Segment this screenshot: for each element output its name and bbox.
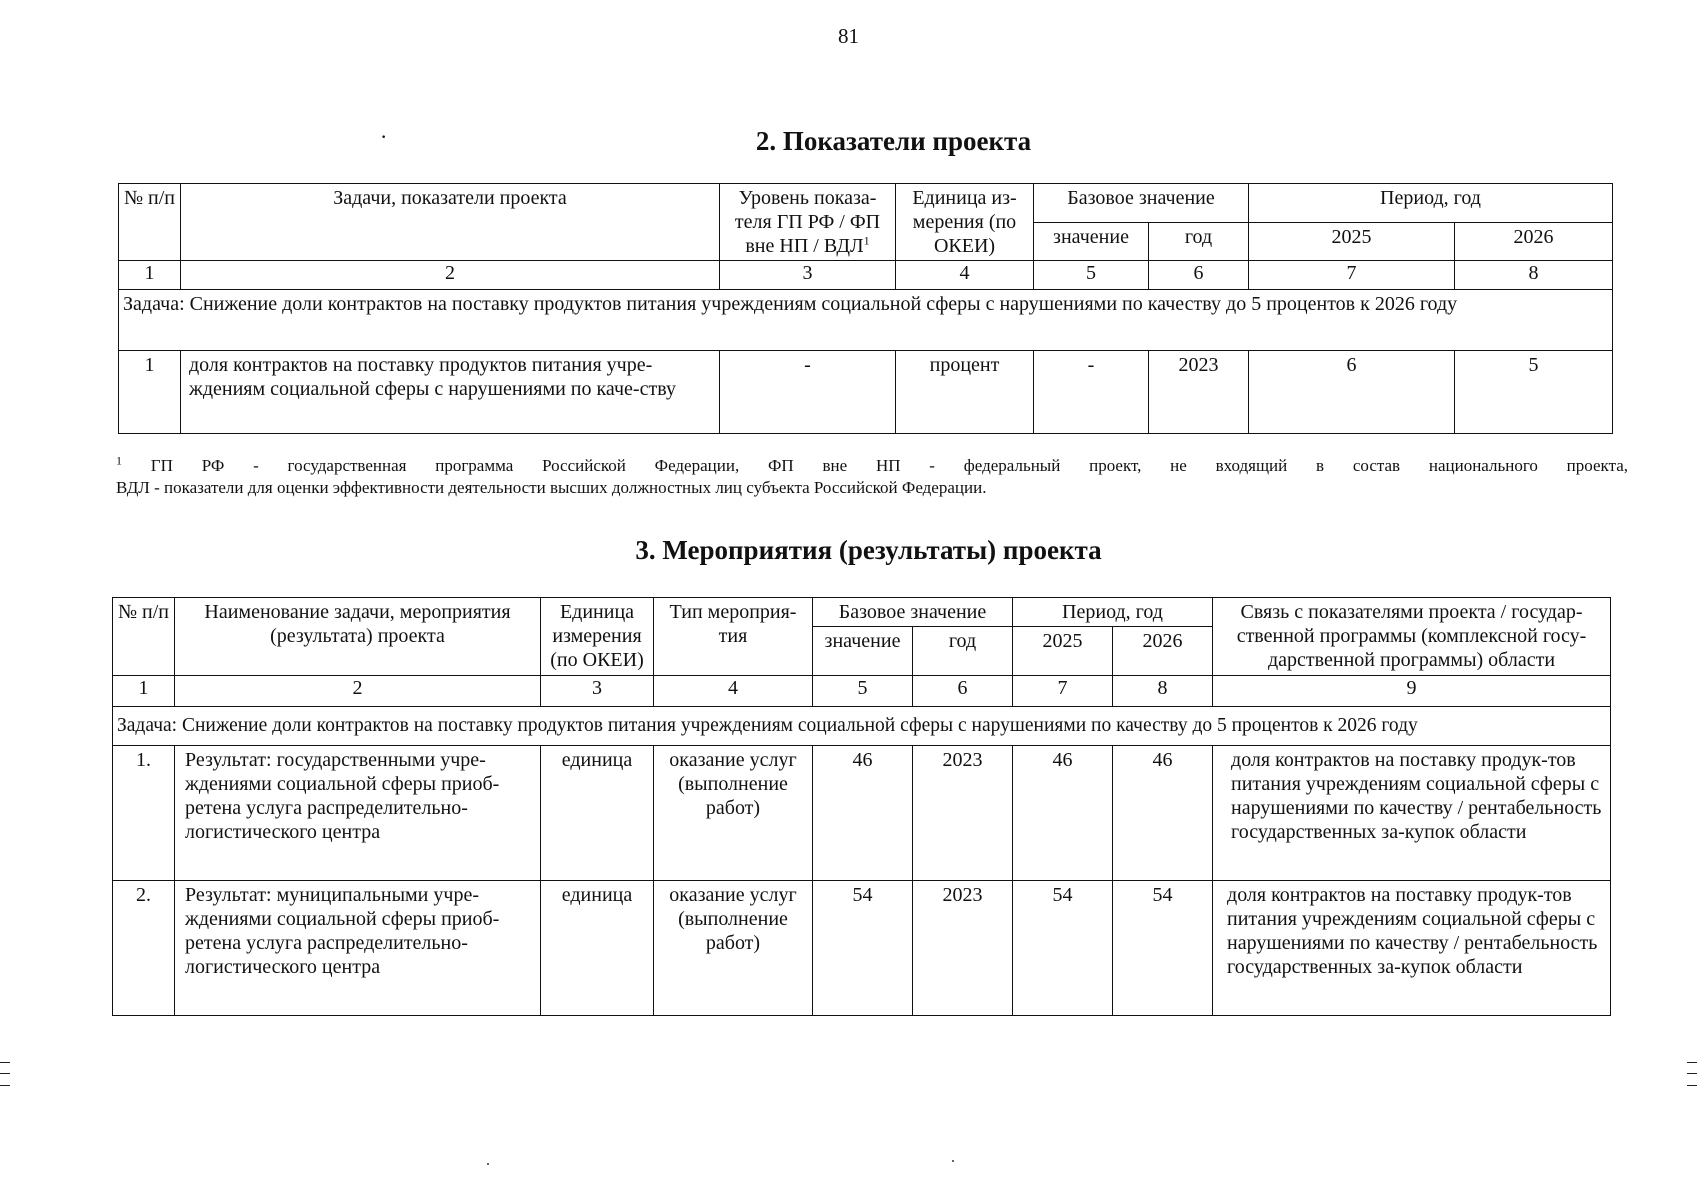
header-base-value: значение [813, 627, 913, 676]
row-base-year: 2023 [913, 881, 1013, 1016]
section-title-activities: 3. Мероприятия (результаты) проекта [635, 535, 1102, 565]
table-row [119, 351, 1613, 434]
header-period: Период, год [1013, 598, 1213, 627]
col-number: 4 [896, 261, 1034, 290]
row-num: 1 [119, 351, 181, 434]
row-unit: единица [541, 881, 654, 1016]
row-num: 1. [113, 746, 175, 881]
row-2026: 54 [1113, 881, 1213, 1016]
col-number: 2 [181, 261, 720, 290]
row-base-year: 2023 [1149, 351, 1249, 434]
footnote-mark: 1 [116, 453, 122, 468]
activities-table [112, 597, 1611, 1016]
row-2025: 6 [1249, 351, 1455, 434]
col-number: 5 [1034, 261, 1149, 290]
footnote-text-1: ГП РФ - государственная программа Российской Федерации, ФП вне НП - федеральный проект, не входящий в состав национального проекта, [150, 456, 1628, 475]
task-row: Задача: Снижение доли контрактов на поставку продуктов питания учреждениям социальной сферы с нарушениями по качеству до 5 процентов к 2026 году [119, 290, 1613, 351]
scan-speck [952, 1160, 954, 1162]
column-numbers-row [119, 261, 1613, 290]
row-name: Результат: муниципальными учре-ждениями социальной сферы приоб-ретена услуга распределительно-логистического центра [175, 881, 541, 1016]
row-2026: 46 [1113, 746, 1213, 881]
row-2025: 46 [1013, 746, 1113, 881]
col-number: 2 [175, 676, 541, 707]
page-number: 81 [838, 24, 859, 48]
header-tasks: Задачи, показатели проекта [181, 184, 720, 261]
row-level: - [720, 351, 896, 434]
indicators-table [118, 183, 1613, 434]
scan-speck: · [380, 124, 388, 149]
col-number: 3 [541, 676, 654, 707]
header-2026: 2026 [1455, 222, 1613, 261]
col-number: 5 [813, 676, 913, 707]
row-name: доля контрактов на поставку продуктов питания учре-ждениям социальной сферы с нарушениями по каче-ству [181, 351, 720, 434]
col-number: 8 [1113, 676, 1213, 707]
header-link: Связь с показателями проекта / государ-ственной программы (комплексной госу-дарственной программы) области [1213, 598, 1611, 676]
header-base-year: год [913, 627, 1013, 676]
header-base-value: значение [1034, 222, 1149, 261]
row-2026: 5 [1455, 351, 1613, 434]
col-number: 6 [1149, 261, 1249, 290]
footnote [116, 455, 1628, 499]
table-row [113, 881, 1611, 1016]
row-2025: 54 [1013, 881, 1113, 1016]
row-unit: процент [896, 351, 1034, 434]
col-number: 7 [1249, 261, 1455, 290]
header-name: Наименование задачи, мероприятия (результата) проекта [175, 598, 541, 676]
row-name: Результат: государственными учре-ждениями социальной сферы приоб-ретена услуга распределительно-логистического центра [175, 746, 541, 881]
row-type: оказание услуг (выполнение работ) [654, 881, 813, 1016]
header-2026: 2026 [1113, 627, 1213, 676]
header-num: № п/п [119, 184, 181, 261]
header-num: № п/п [113, 598, 175, 676]
header-period: Период, год [1249, 184, 1613, 223]
scan-speck [487, 1163, 489, 1165]
footnote-line-1 [116, 455, 1628, 477]
scan-edge-mark [1687, 1062, 1697, 1086]
header-level [720, 184, 896, 261]
header-unit: Единица из-мерения (по ОКЕИ) [896, 184, 1034, 261]
scan-edge-mark [0, 1062, 10, 1086]
header-base-year: год [1149, 222, 1249, 261]
header-base: Базовое значение [813, 598, 1013, 627]
col-number: 8 [1455, 261, 1613, 290]
col-number: 9 [1213, 676, 1611, 707]
task-row: Задача: Снижение доли контрактов на поставку продуктов питания учреждениям социальной сферы с нарушениями по качеству до 5 процентов к 2026 году [113, 707, 1611, 746]
section-title-indicators: 2. Показатели проекта [755, 126, 1032, 156]
row-type: оказание услуг (выполнение работ) [654, 746, 813, 881]
row-base-value: 54 [813, 881, 913, 1016]
col-number: 3 [720, 261, 896, 290]
header-type: Тип мероприя-тия [654, 598, 813, 676]
footnote-line-2: ВДЛ - показатели для оценки эффективности деятельности высших должностных лиц субъекта Российской Федерации. [116, 478, 987, 497]
header-base: Базовое значение [1034, 184, 1249, 223]
header-level-text: Уровень показа-теля ГП РФ / ФП вне НП / ВДЛ [734, 187, 881, 257]
header-2025: 2025 [1249, 222, 1455, 261]
col-number: 7 [1013, 676, 1113, 707]
col-number: 4 [654, 676, 813, 707]
row-link: доля контрактов на поставку продук-тов питания учреждениям социальной сферы с нарушениями по качеству / рентабельность государственных за-купок области [1213, 746, 1611, 881]
col-number: 1 [119, 261, 181, 290]
col-number: 1 [113, 676, 175, 707]
row-link: доля контрактов на поставку продук-тов питания учреждениям социальной сферы с нарушениями по качеству / рентабельность государственных за-купок области [1213, 881, 1611, 1016]
header-2025: 2025 [1013, 627, 1113, 676]
row-base-year: 2023 [913, 746, 1013, 881]
table-row [113, 746, 1611, 881]
row-num: 2. [113, 881, 175, 1016]
column-numbers-row [113, 676, 1611, 707]
header-unit: Единица измерения (по ОКЕИ) [541, 598, 654, 676]
row-base-value: - [1034, 351, 1149, 434]
row-unit: единица [541, 746, 654, 881]
col-number: 6 [913, 676, 1013, 707]
row-base-value: 46 [813, 746, 913, 881]
footnote-ref: 1 [863, 233, 870, 248]
